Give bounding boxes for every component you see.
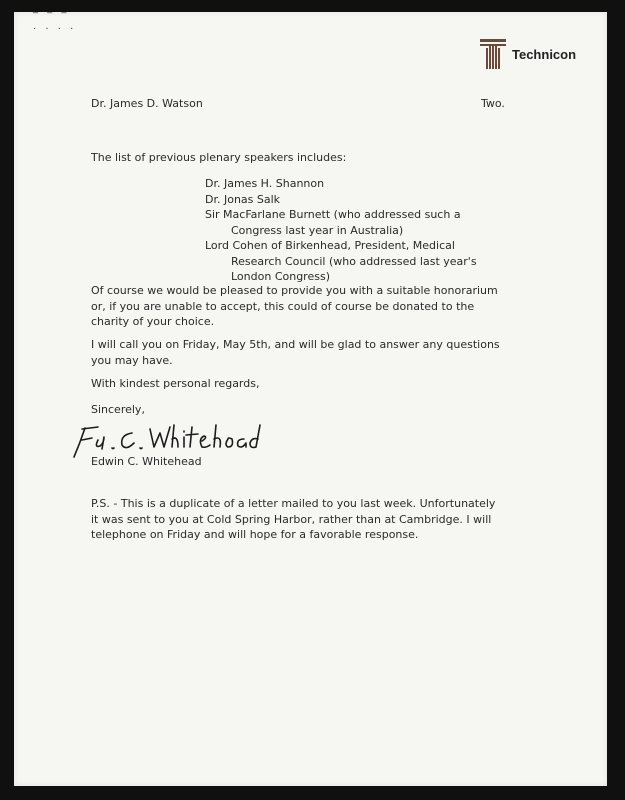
- speaker-list: [205, 176, 477, 285]
- letter-page: [14, 12, 607, 786]
- intro-line: The list of previous plenary speakers includes:: [91, 151, 347, 164]
- paragraph-honorarium: Of course we would be pleased to provide you with a suitable honorarium or, if you are unable to accept, this could of course be donated to the charity of your choice.: [91, 284, 498, 328]
- postscript: P.S. - This is a duplicate of a letter mailed to you last week. Unfortunately it was sent to you at Cold Spring Harbor, rather than at Cambridge. I will telephone on Friday and will hope for a favorable response.: [91, 497, 496, 541]
- list-item: Lord Cohen of Birkenhead, President, Medical Research Council (who addressed last year's London Congress): [205, 239, 477, 283]
- page-label: Two.: [481, 97, 505, 110]
- paragraph-regards: With kindest personal regards,: [91, 377, 260, 390]
- corner-marks: ‾ ‾ ‾ · · · ·: [33, 12, 77, 35]
- letterhead-logo: [480, 39, 576, 69]
- paragraph-call: I will call you on Friday, May 5th, and will be glad to answer any questions you may have.: [91, 338, 500, 367]
- list-item: Dr. James H. Shannon: [205, 177, 325, 190]
- list-item: Dr. Jonas Salk: [205, 192, 281, 206]
- company-name: Technicon: [512, 46, 577, 62]
- technicon-logo-icon: [480, 39, 506, 69]
- typed-signature-name: Edwin C. Whitehead: [91, 455, 202, 468]
- list-item: Sir MacFarlane Burnett (who addressed such a Congress last year in Australia): [205, 208, 461, 237]
- closing: Sincerely,: [91, 403, 145, 416]
- addressee: Dr. James D. Watson: [91, 97, 203, 110]
